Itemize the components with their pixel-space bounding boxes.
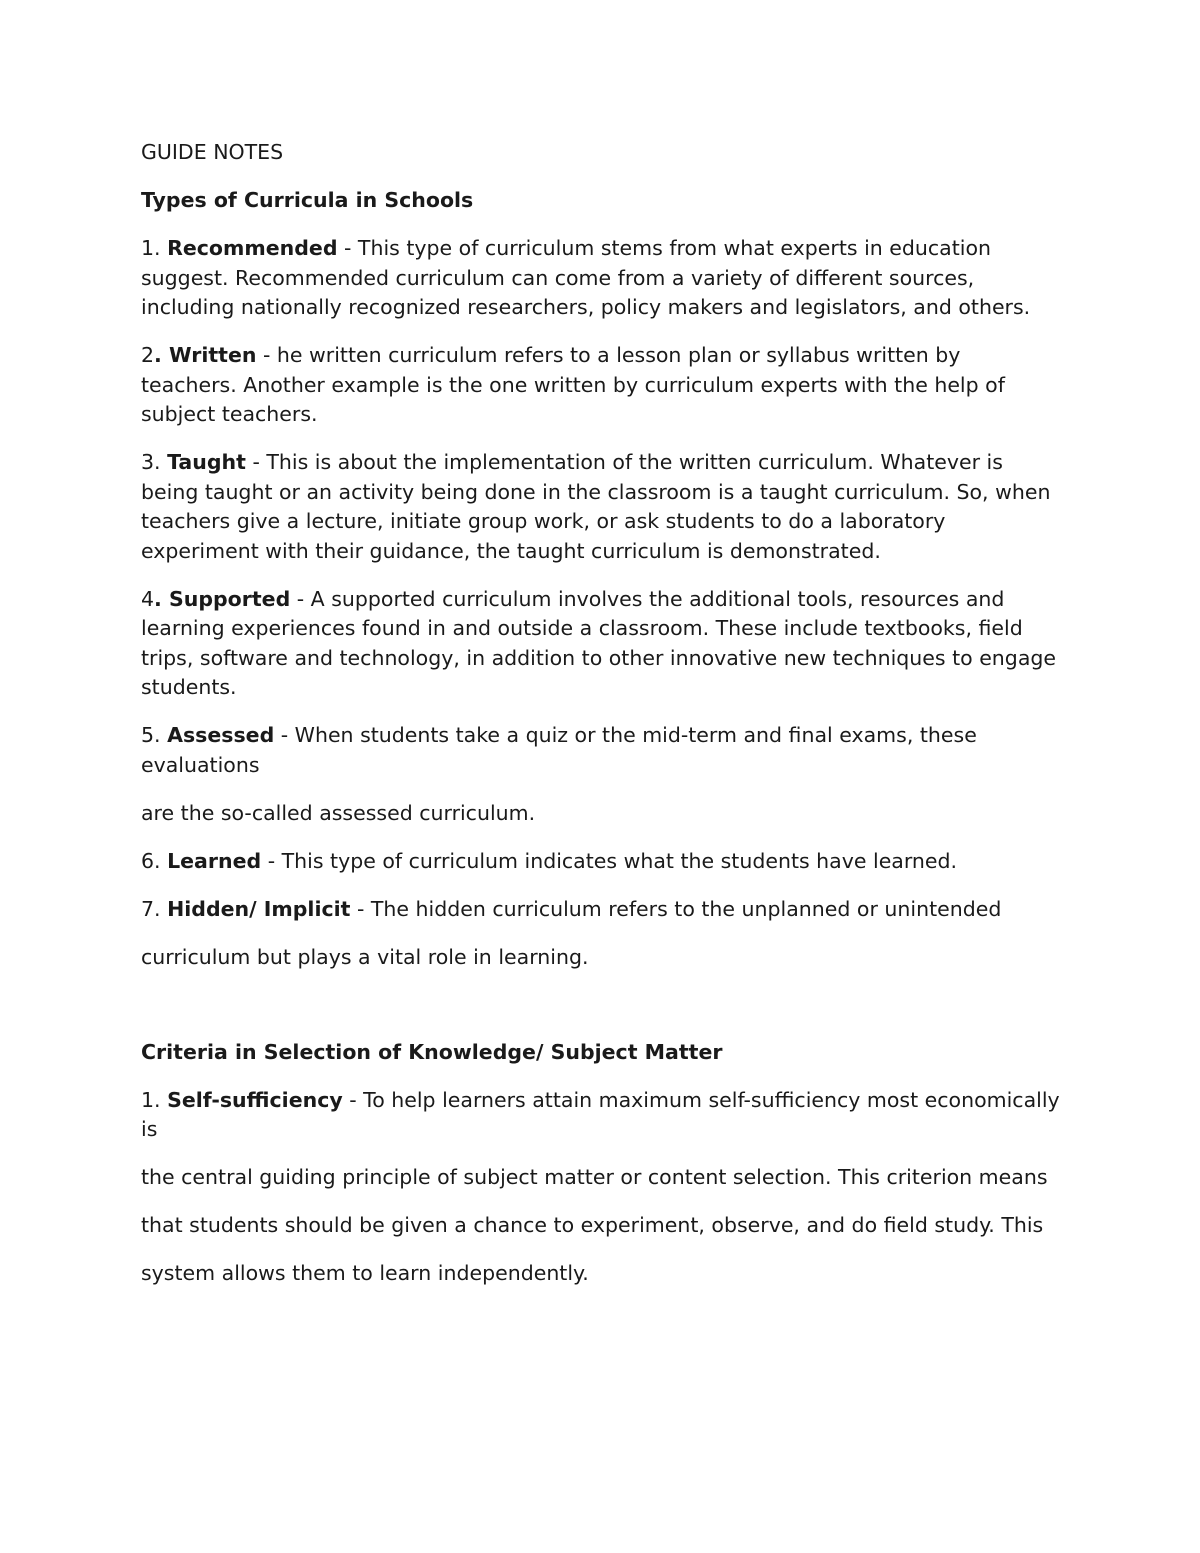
item-term: Taught — [167, 450, 246, 474]
paragraph: the central guiding principle of subject matter or content selection. This criterion means — [141, 1165, 1048, 1189]
item-number: 6. — [141, 848, 161, 873]
item-term: Hidden/ Implicit — [167, 896, 351, 921]
list-item — [141, 847, 1061, 877]
paragraph: system allows them to learn independently. — [141, 1261, 589, 1285]
section-spacer — [141, 991, 1061, 1038]
item-description: - The hidden curriculum refers to the unplanned or unintended — [350, 896, 1002, 921]
item-description: - A supported curriculum involves the additional tools, resources and learning experiences found in and outside a classroom. These include textbooks, field trips, software and technology, in addition to other innovative new techniques to engage students. — [141, 586, 1057, 699]
item-number: 2 — [141, 343, 155, 367]
item-number: 7. — [141, 896, 161, 921]
item-description: - he written curriculum refers to a lesson plan or syllabus written by teachers. Another example is the one written by curriculum experts with the help of subject teachers. — [141, 343, 1005, 426]
list-item — [141, 585, 1061, 703]
item-term: Assessed — [167, 723, 275, 747]
list-item — [141, 341, 1061, 430]
item-description: - This type of curriculum stems from what experts in education suggest. Recommended curriculum can come from a variety of different sources, including nationally recognized researchers, policy makers and legislators, and others. — [141, 236, 1031, 319]
item-description: - This type of curriculum indicates what the students have learned. — [261, 848, 958, 873]
item-continuation: are the so-called assessed curriculum. — [141, 800, 536, 825]
paragraph: that students should be given a chance to experiment, observe, and do field study. This — [141, 1213, 1044, 1237]
item-term: . Written — [154, 343, 257, 367]
item-description: - This is about the implementation of the written curriculum. Whatever is being taught or an activity being done in the classroom is a taught curriculum. So, when teachers give a lecture, initiate group work, or ask students to do a laboratory experiment with their guidance, the taught curriculum is demonstrated. — [141, 450, 1051, 563]
document-title: GUIDE NOTES — [141, 140, 284, 164]
section-heading-types: Types of Curricula in Schools — [141, 188, 474, 212]
list-item — [141, 1086, 1061, 1145]
item-number: 1. — [141, 236, 161, 260]
list-item — [141, 234, 1061, 323]
item-term: . Supported — [154, 586, 291, 611]
list-item — [141, 448, 1061, 566]
item-term: Learned — [167, 848, 262, 873]
item-description: - When students take a quiz or the mid-term and final exams, these evaluations — [141, 723, 977, 777]
list-item — [141, 721, 1061, 780]
item-continuation: curriculum but plays a vital role in learning. — [141, 944, 589, 969]
list-item — [141, 895, 1061, 925]
item-description: - To help learners attain maximum self-sufficiency most economically is — [141, 1087, 1060, 1141]
item-term: Recommended — [167, 236, 338, 260]
item-term: Self-sufficiency — [167, 1087, 343, 1112]
document-page — [141, 138, 1061, 1307]
item-number: 5. — [141, 723, 161, 747]
item-number: 3. — [141, 450, 161, 474]
item-number: 4 — [141, 586, 155, 611]
section-heading-criteria: Criteria in Selection of Knowledge/ Subject Matter — [141, 1039, 723, 1064]
item-number: 1. — [141, 1087, 161, 1112]
